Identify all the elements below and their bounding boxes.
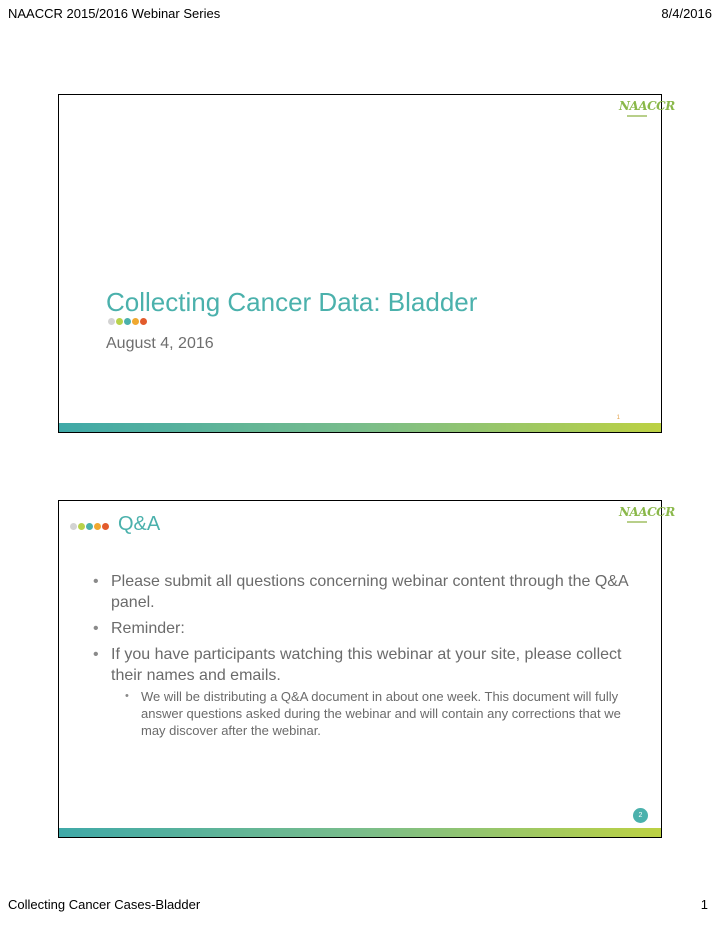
logo-text: NAACCR <box>619 99 675 113</box>
dot-red <box>140 318 147 325</box>
bullet-item: • Reminder: <box>89 618 629 639</box>
slide-2-title: Q&A <box>118 513 161 535</box>
decorative-dots <box>70 523 109 530</box>
dot-orange <box>132 318 139 325</box>
dot-orange <box>94 523 101 530</box>
dot-green <box>78 523 85 530</box>
page-header-date: 8/4/2016 <box>661 6 712 21</box>
logo-underline <box>627 521 647 523</box>
slide-1 <box>58 94 675 433</box>
slide-2-gradient-bar <box>59 828 661 837</box>
bullet-item: • Please submit all questions concerning webinar content through the Q&A panel. <box>89 571 629 613</box>
page-footer-title: Collecting Cancer Cases-Bladder <box>8 897 201 912</box>
logo-underline <box>627 115 647 117</box>
page-header-title: NAACCR 2015/2016 Webinar Series <box>8 6 221 21</box>
dot-red <box>102 523 109 530</box>
logo-text: NAACCR <box>619 505 675 519</box>
slide-1-subtitle: August 4, 2016 <box>106 335 214 352</box>
bullet-item: • If you have participants watching this webinar at your site, please collect their names and emails. <box>89 644 629 686</box>
bullet-list <box>89 571 629 739</box>
dot-teal <box>124 318 131 325</box>
naaccr-logo <box>619 99 675 121</box>
dot-gray <box>108 318 115 325</box>
slide-1-gradient-bar <box>59 423 661 432</box>
decorative-dots <box>108 318 147 325</box>
sub-bullet-item: • We will be distributing a Q&A document in about one week. This document will fully answer questions asked during the webinar and will contain any corrections that we may discover after the webinar. <box>89 688 629 739</box>
page-footer-number: 1 <box>700 897 708 912</box>
dot-green <box>116 318 123 325</box>
slide-1-title: Collecting Cancer Data: Bladder <box>106 287 478 317</box>
dot-gray <box>70 523 77 530</box>
slide-2 <box>58 500 675 838</box>
slide-2-page-number: 2 <box>633 808 648 823</box>
dot-teal <box>86 523 93 530</box>
slide-1-page-number: 1 <box>616 415 620 421</box>
naaccr-logo <box>619 505 675 527</box>
